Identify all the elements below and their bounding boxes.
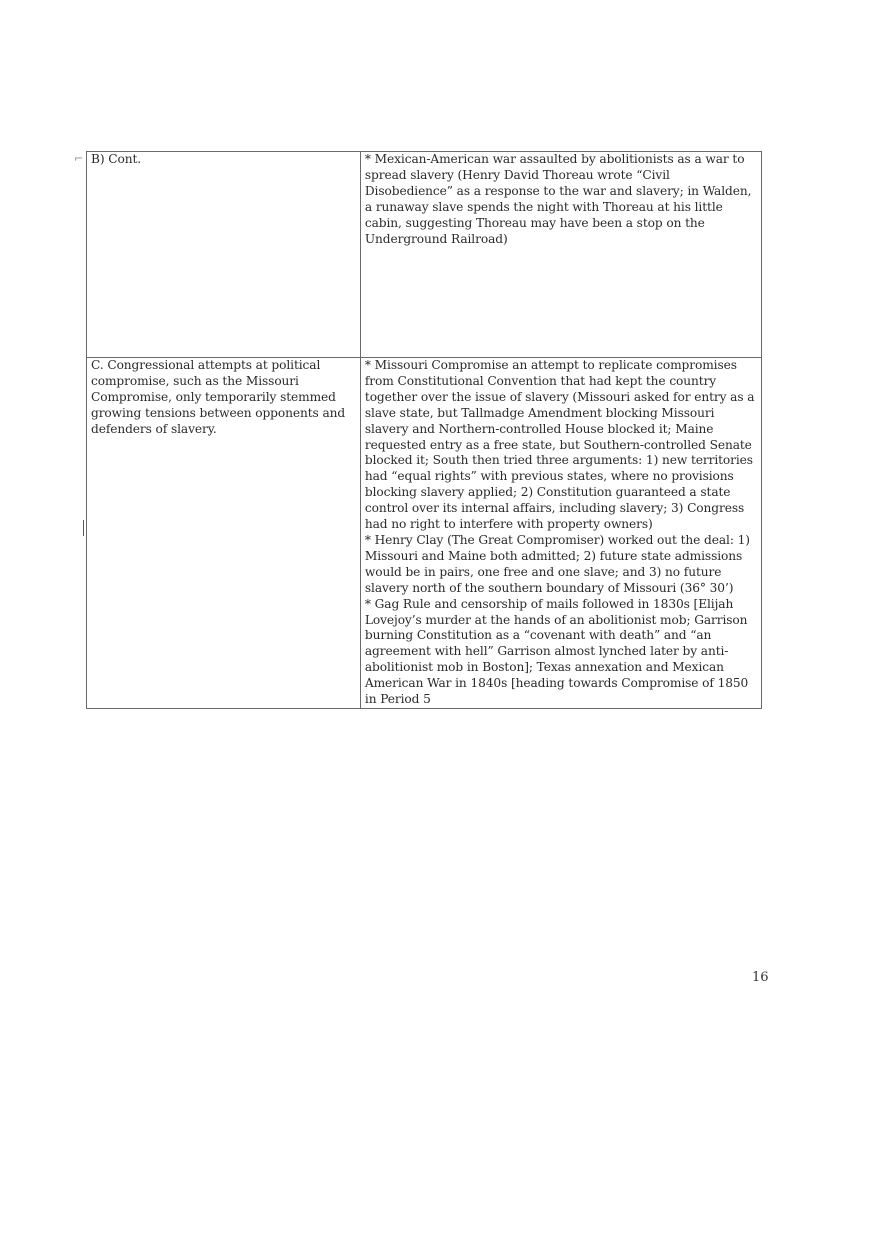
bullet-paragraph: * Henry Clay (The Great Compromiser) worked out the deal: 1) Missouri and Maine both admitted; 2) future state admissions would be in pairs, one free and one slave; and 3) no future slavery north of the southern boundary of Missouri (36° 30’) (364, 532, 750, 595)
left-cell (87, 152, 361, 358)
row-heading: C. Congressional attempts at political compromise, such as the Missouri Compromise, only temporarily stemmed growing tensions between opponents and defenders of slavery. (91, 358, 346, 436)
scan-artifact-mark: ⌐ (74, 152, 84, 165)
table-row (87, 152, 762, 358)
content-table (86, 151, 762, 709)
page-number: 16 (752, 970, 769, 985)
bullet-paragraph: * Gag Rule and censorship of mails followed in 1830s [Elijah Lovejoy’s murder at the hands of an abolitionist mob; Garrison burning Constitution as a “covenant with death” and “an agreement with hell” Garrison almost lynched later by anti-abolitionist mob in Boston]; Texas annexation and Mexican American War in 1840s [heading towards Compromise of 1850 in Period 5 (364, 596, 749, 707)
table-row (87, 358, 762, 709)
row-heading: B) Cont. (91, 152, 142, 166)
scan-artifact-tick (83, 520, 84, 536)
right-cell (360, 152, 761, 358)
left-cell (87, 358, 361, 709)
bullet-paragraph: * Missouri Compromise an attempt to replicate compromises from Constitutional Convention that had kept the country together over the issue of slavery (Missouri asked for entry as a slave state, but Tallmadge Amendment blocking Missouri slavery and Northern-controlled House blocked it; Maine requested entry as a free state, but Southern-controlled Senate blocked it; South then tried three arguments: 1) new territories had “equal rights” with previous states, where no provisions blocking slavery applied; 2) Constitution guaranteed a state control over its internal affairs, including slavery; 3) Congress had no right to interfere with property owners) (364, 358, 755, 532)
bullet-paragraph: * Mexican-American war assaulted by abolitionists as a war to spread slavery (Henry David Thoreau wrote “Civil Disobedience” as a response to the war and slavery; in Walden, a runaway slave spends the night with Thoreau at his little cabin, suggesting Thoreau may have been a stop on the Underground Railroad) (364, 152, 752, 246)
right-cell (360, 358, 761, 709)
